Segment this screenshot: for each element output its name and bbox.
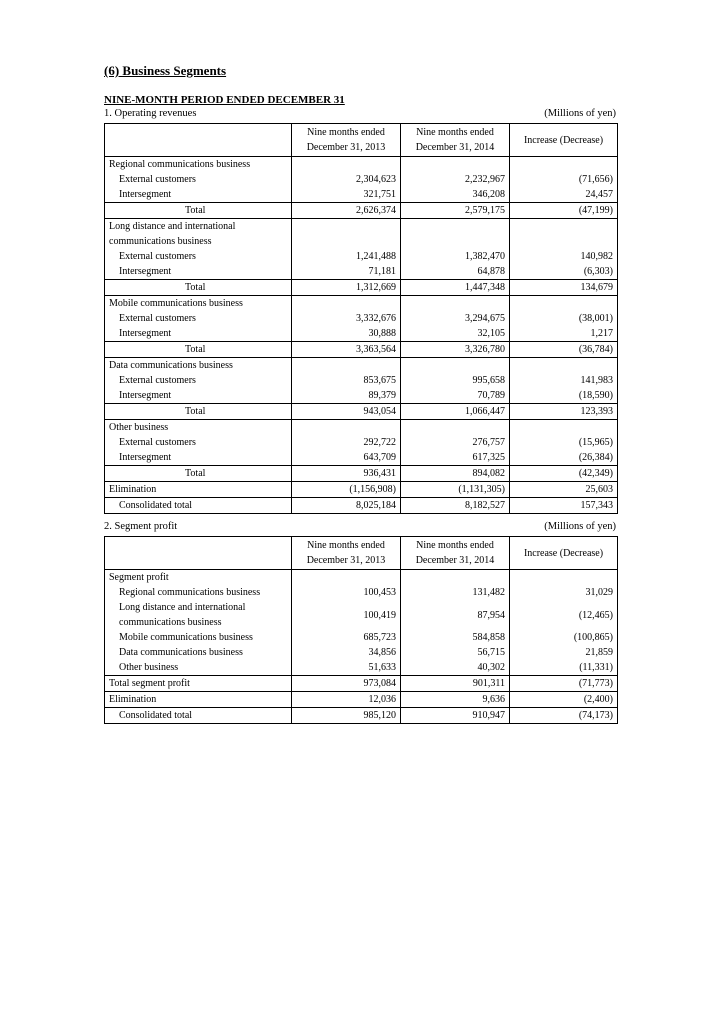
cell-value: 973,084 xyxy=(292,676,401,692)
segment-group-heading xyxy=(105,358,618,374)
consolidated-total-row xyxy=(105,708,618,724)
row-label: Elimination xyxy=(105,692,292,708)
cell-value xyxy=(510,296,618,312)
row-label: Consolidated total xyxy=(105,498,292,514)
table-row xyxy=(105,311,618,326)
cell-value: 100,453 xyxy=(292,585,401,600)
total-row xyxy=(105,676,618,692)
row-label: Total xyxy=(105,280,292,296)
cell-value: 1,217 xyxy=(510,326,618,342)
cell-value xyxy=(401,358,510,374)
cell-value: 2,304,623 xyxy=(292,172,401,187)
segment-group-heading xyxy=(105,157,618,173)
total-row xyxy=(105,404,618,420)
cell-value: 901,311 xyxy=(401,676,510,692)
cell-value: 70,789 xyxy=(401,388,510,404)
section1-label: 1. Operating revenues xyxy=(104,108,197,119)
table-row xyxy=(105,450,618,466)
table-row xyxy=(105,660,618,676)
cell-value: 910,947 xyxy=(401,708,510,724)
cell-value: 100,419 xyxy=(292,600,401,630)
cell-value: 12,036 xyxy=(292,692,401,708)
cell-value: 1,382,470 xyxy=(401,249,510,264)
cell-value: 995,658 xyxy=(401,373,510,388)
cell-value: 3,294,675 xyxy=(401,311,510,326)
cell-value: 3,332,676 xyxy=(292,311,401,326)
cell-value: 643,709 xyxy=(292,450,401,466)
cell-value: 34,856 xyxy=(292,645,401,660)
row-label: External customers xyxy=(105,172,292,187)
row-label: Regional communications business xyxy=(105,157,292,173)
cell-value xyxy=(510,358,618,374)
cell-value: 584,858 xyxy=(401,630,510,645)
column-header: Nine months ended December 31, 2014 xyxy=(401,537,510,570)
cell-value: 276,757 xyxy=(401,435,510,450)
row-label: Total xyxy=(105,342,292,358)
cell-value: 1,241,488 xyxy=(292,249,401,264)
cell-value: 936,431 xyxy=(292,466,401,482)
cell-value: 2,232,967 xyxy=(401,172,510,187)
column-header: Nine months ended December 31, 2013 xyxy=(292,124,401,157)
cell-value: (12,465) xyxy=(510,600,618,630)
row-label: Intersegment xyxy=(105,187,292,203)
cell-value: (74,173) xyxy=(510,708,618,724)
cell-value: 3,326,780 xyxy=(401,342,510,358)
row-label: Segment profit xyxy=(105,570,292,586)
table-row xyxy=(105,435,618,450)
cell-value: 30,888 xyxy=(292,326,401,342)
total-row xyxy=(105,280,618,296)
segment-profit-table xyxy=(104,536,618,724)
cell-value: 617,325 xyxy=(401,450,510,466)
row-label: External customers xyxy=(105,249,292,264)
cell-value: 9,636 xyxy=(401,692,510,708)
table-header-row xyxy=(105,124,618,157)
row-label: Long distance and international communications business xyxy=(105,219,292,250)
row-label: Regional communications business xyxy=(105,585,292,600)
row-label: External customers xyxy=(105,435,292,450)
row-label: Data communications business xyxy=(105,358,292,374)
total-row xyxy=(105,203,618,219)
table-row xyxy=(105,630,618,645)
row-label: Intersegment xyxy=(105,388,292,404)
cell-value: 56,715 xyxy=(401,645,510,660)
cell-value: 8,025,184 xyxy=(292,498,401,514)
row-label: Total segment profit xyxy=(105,676,292,692)
cell-value: 87,954 xyxy=(401,600,510,630)
period-heading: NINE-MONTH PERIOD ENDED DECEMBER 31 xyxy=(104,94,345,106)
cell-value: (11,331) xyxy=(510,660,618,676)
cell-value: 292,722 xyxy=(292,435,401,450)
section2-label: 2. Segment profit xyxy=(104,521,178,532)
cell-value xyxy=(401,219,510,250)
cell-value: 25,603 xyxy=(510,482,618,498)
cell-value: 3,363,564 xyxy=(292,342,401,358)
cell-value: 853,675 xyxy=(292,373,401,388)
cell-value: 2,626,374 xyxy=(292,203,401,219)
table-row xyxy=(105,326,618,342)
cell-value: (18,590) xyxy=(510,388,618,404)
row-label: Other business xyxy=(105,660,292,676)
cell-value xyxy=(510,420,618,436)
page-title: (6) Business Segments xyxy=(104,63,227,78)
table-row xyxy=(105,600,618,630)
cell-value: 1,066,447 xyxy=(401,404,510,420)
total-row xyxy=(105,466,618,482)
row-label: External customers xyxy=(105,311,292,326)
cell-value: 40,302 xyxy=(401,660,510,676)
cell-value: (1,156,908) xyxy=(292,482,401,498)
cell-value xyxy=(292,296,401,312)
segment-profit-heading xyxy=(105,570,618,586)
cell-value: (71,656) xyxy=(510,172,618,187)
row-label: Mobile communications business xyxy=(105,630,292,645)
table-row xyxy=(105,187,618,203)
cell-value: (38,001) xyxy=(510,311,618,326)
table-header-row xyxy=(105,537,618,570)
column-header: Nine months ended December 31, 2014 xyxy=(401,124,510,157)
cell-value: 89,379 xyxy=(292,388,401,404)
cell-value xyxy=(292,570,401,586)
cell-value: 24,457 xyxy=(510,187,618,203)
row-label: Intersegment xyxy=(105,326,292,342)
cell-value xyxy=(401,157,510,173)
cell-value xyxy=(401,420,510,436)
total-row xyxy=(105,342,618,358)
cell-value: 134,679 xyxy=(510,280,618,296)
cell-value: (47,199) xyxy=(510,203,618,219)
cell-value: 31,029 xyxy=(510,585,618,600)
cell-value: 985,120 xyxy=(292,708,401,724)
cell-value: 8,182,527 xyxy=(401,498,510,514)
section2-unit: (Millions of yen) xyxy=(544,521,616,532)
cell-value: (6,303) xyxy=(510,264,618,280)
cell-value xyxy=(510,157,618,173)
cell-value xyxy=(292,358,401,374)
cell-value: 51,633 xyxy=(292,660,401,676)
cell-value: 685,723 xyxy=(292,630,401,645)
cell-value xyxy=(510,570,618,586)
table-row xyxy=(105,645,618,660)
row-label: External customers xyxy=(105,373,292,388)
row-label: Other business xyxy=(105,420,292,436)
cell-value: (1,131,305) xyxy=(401,482,510,498)
cell-value: 2,579,175 xyxy=(401,203,510,219)
table-row xyxy=(105,172,618,187)
cell-value xyxy=(401,296,510,312)
row-label: Total xyxy=(105,404,292,420)
segment-group-heading xyxy=(105,219,618,250)
cell-value: 141,983 xyxy=(510,373,618,388)
row-label: Elimination xyxy=(105,482,292,498)
cell-value: 321,751 xyxy=(292,187,401,203)
cell-value: 1,312,669 xyxy=(292,280,401,296)
cell-value xyxy=(292,157,401,173)
cell-value: (100,865) xyxy=(510,630,618,645)
cell-value xyxy=(401,570,510,586)
row-label: Long distance and international communications business xyxy=(105,600,292,630)
cell-value: 346,208 xyxy=(401,187,510,203)
cell-value: (36,784) xyxy=(510,342,618,358)
table-row xyxy=(105,249,618,264)
consolidated-total-row xyxy=(105,498,618,514)
cell-value: 1,447,348 xyxy=(401,280,510,296)
cell-value: 71,181 xyxy=(292,264,401,280)
row-label: Intersegment xyxy=(105,450,292,466)
cell-value: 140,982 xyxy=(510,249,618,264)
cell-value: 157,343 xyxy=(510,498,618,514)
cell-value xyxy=(292,219,401,250)
cell-value: 32,105 xyxy=(401,326,510,342)
cell-value: (2,400) xyxy=(510,692,618,708)
row-label: Data communications business xyxy=(105,645,292,660)
cell-value: (71,773) xyxy=(510,676,618,692)
column-header: Nine months ended December 31, 2013 xyxy=(292,537,401,570)
table-row xyxy=(105,388,618,404)
row-label: Mobile communications business xyxy=(105,296,292,312)
table-row xyxy=(105,264,618,280)
row-label: Consolidated total xyxy=(105,708,292,724)
cell-value: (15,965) xyxy=(510,435,618,450)
cell-value: 894,082 xyxy=(401,466,510,482)
cell-value: 131,482 xyxy=(401,585,510,600)
segment-group-heading xyxy=(105,296,618,312)
column-header: Increase (Decrease) xyxy=(510,124,618,157)
cell-value: 123,393 xyxy=(510,404,618,420)
operating-revenues-table xyxy=(104,123,618,514)
segment-group-heading xyxy=(105,420,618,436)
row-label: Total xyxy=(105,466,292,482)
cell-value: 21,859 xyxy=(510,645,618,660)
cell-value xyxy=(510,219,618,250)
cell-value xyxy=(292,420,401,436)
row-label: Total xyxy=(105,203,292,219)
cell-value: 64,878 xyxy=(401,264,510,280)
cell-value: (26,384) xyxy=(510,450,618,466)
section1-unit: (Millions of yen) xyxy=(544,108,616,119)
cell-value: (42,349) xyxy=(510,466,618,482)
elimination-row xyxy=(105,482,618,498)
row-label: Intersegment xyxy=(105,264,292,280)
table-row xyxy=(105,373,618,388)
cell-value: 943,054 xyxy=(292,404,401,420)
table-row xyxy=(105,585,618,600)
column-header: Increase (Decrease) xyxy=(510,537,618,570)
elimination-row xyxy=(105,692,618,708)
